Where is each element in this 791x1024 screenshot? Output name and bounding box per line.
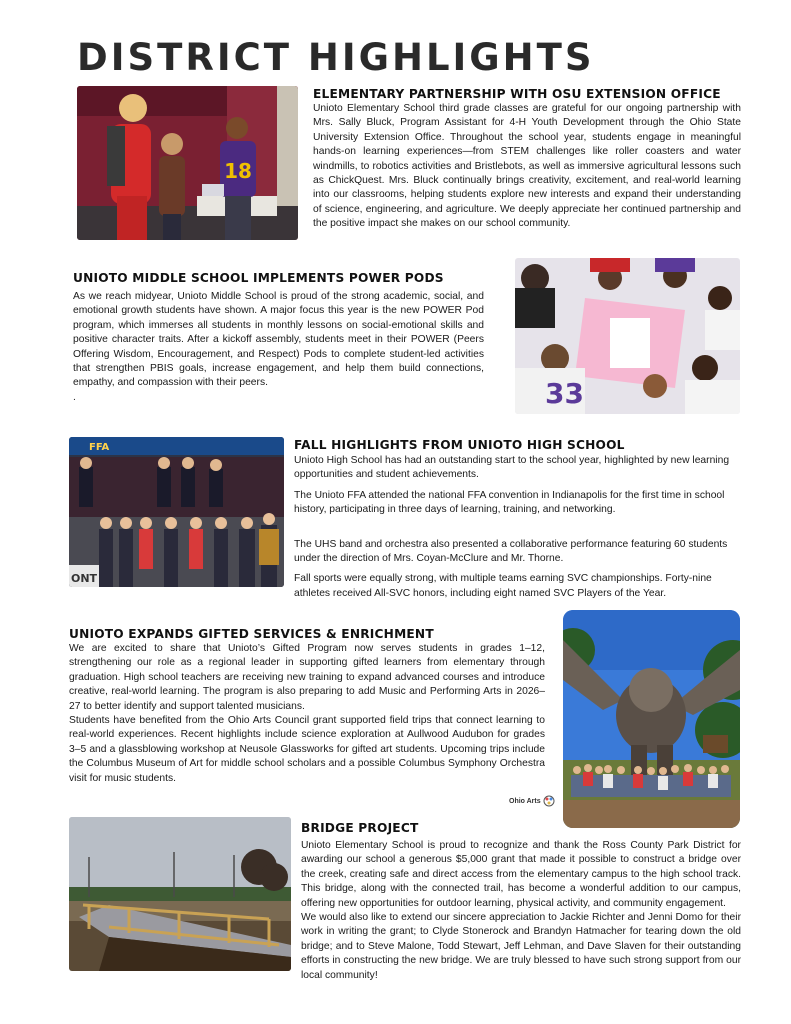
gifted-paragraph-2: Students have benefited from the Ohio Arts Council grant supported field trips that connect learning to real-world experiences. Recent highlights include science exploration at Aullwood Audubon for grades 3–5 and a glassblowing workshop at Neusole Glassworks for gifted art students. Upcoming trips include the Columbus Museum of Art for middle school scholars and a possible Columbus Symphony Orchestra visit for music students. xyxy=(69,715,545,784)
arena-sign-text: ONT xyxy=(71,572,98,585)
ffa-convention-photo xyxy=(69,437,284,587)
section-osu-body: Unioto Elementary School third grade classes are grateful for our ongoing partnership with Mrs. Sally Bluck, Program Assistant for 4-H Youth Development through the Ohio State University Extension Office. Throughout the school year, students engage in meaningful hands-on learning experiences—from STEM challenges like roller coasters and water windmills, to robotics activities and Bristlebots, as well as immersive agricultural lessons such as ChickQuest. Mrs. Bluck continually brings creativity, excitement, and real-world learning into our classrooms, helping students explore new interests and expand their understanding of science, engineering, and agriculture. We deeply appreciate her continued partnership and the positive impact she makes on our school community. xyxy=(313,103,741,230)
power-pods-photo xyxy=(515,258,740,414)
section-gifted-body xyxy=(69,642,545,786)
gifted-paragraph-1: We are excited to share that Unioto’s Gifted Program now serves students in grades 1–12, strengthening our role as a regional leader in supporting gifted learners from elementary through graduation. High school teachers are receiving new training to expand advanced courses and introduce creative, real-world learning. The program is also preparing to add Music and Performing Arts in 2026–27 to better identify and support talented musicians. xyxy=(69,643,545,712)
field-trip-statue-photo xyxy=(563,610,740,828)
section-gifted-heading: UNIOTO EXPANDS GIFTED SERVICES & ENRICHMENT xyxy=(69,627,434,641)
section-bridge-heading: BRIDGE PROJECT xyxy=(301,821,419,835)
jersey-number-33: 33 xyxy=(545,377,584,410)
ffa-banner-text: FFA xyxy=(89,442,110,453)
bridge-photo xyxy=(69,817,291,971)
section-osu-heading: ELEMENTARY PARTNERSHIP WITH OSU EXTENSION OFFICE xyxy=(313,87,721,101)
section-high-school-heading: FALL HIGHLIGHTS FROM UNIOTO HIGH SCHOOL xyxy=(294,438,625,452)
bridge-paragraph-2: We would also like to extend our sincere appreciation to Jackie Richter and Jenni Domo for their work in writing the grant; to Clyde Stonerock and Brandyn Hatmacher for tearing down the old bridge; and to Steve Malone, Todd Stewart, Jeff Lehman, and Dave Slaven for their outstanding efforts in constructing the new bridge. We are truly blessed to have such strong support from our local community! xyxy=(301,912,741,981)
power-pods-trailing-mark: . xyxy=(73,391,76,403)
high-school-paragraph-1: Unioto High School has had an outstanding start to the school year, highlighted by new learning opportunities and student achievements. xyxy=(294,455,730,481)
high-school-paragraph-3: The UHS band and orchestra also presented a collaborative performance featuring 60 students under the direction of Mrs. Coyan-McClure and Mr. Thorne. xyxy=(294,538,728,565)
power-pods-paragraph: As we reach midyear, Unioto Middle School is proud of the strong academic, social, and emotional growth students have shown. A major focus this year is the new POWER Pod program, which immerses all students in monthly lessons on social-emotional skills and positive character traits. After a kickoff assembly, students meet in their POWER (Peers Offering Wisdom, Encouragement, and Respect) Pods to complete student-led activities that strengthen PBIS goals, increase engagement, and help them build connections, empathy, and compassion with their peers. xyxy=(73,291,484,389)
bridge-paragraph-1: Unioto Elementary School is proud to recognize and thank the Ross County Park District for awarding our school a generous $5,000 grant that made it possible to construct a bridge over the creek, creating safe and direct access from the elementary campus to the high school track. This bridge, along with the connected trail, has become a wonderful addition to our campus, offering new opportunities for outdoor learning, physical activity, and community engagement. xyxy=(301,840,741,909)
section-power-pods-heading: UNIOTO MIDDLE SCHOOL IMPLEMENTS POWER PODS xyxy=(73,271,444,285)
ohio-arts-logo-icon xyxy=(543,795,555,807)
section-power-pods-body xyxy=(73,290,484,405)
ohio-arts-logo xyxy=(509,795,555,807)
section-bridge-body xyxy=(301,839,741,983)
osu-extension-photo xyxy=(77,86,298,240)
ohio-arts-logo-text: Ohio Arts xyxy=(509,797,541,805)
section-high-school-body xyxy=(294,454,742,607)
page-title: DISTRICT HIGHLIGHTS xyxy=(77,36,595,79)
high-school-paragraph-2: The Unioto FFA attended the national FFA convention in Indianapolis for the first time in school history, participating in three days of learning, training, and networking. xyxy=(294,489,725,516)
jersey-number-18: 18 xyxy=(224,159,252,183)
high-school-paragraph-4: Fall sports were equally strong, with multiple teams earning SVC championships. Forty-nine athletes received All-SVC honors, including eight named SVC Players of the Year. xyxy=(294,573,712,599)
